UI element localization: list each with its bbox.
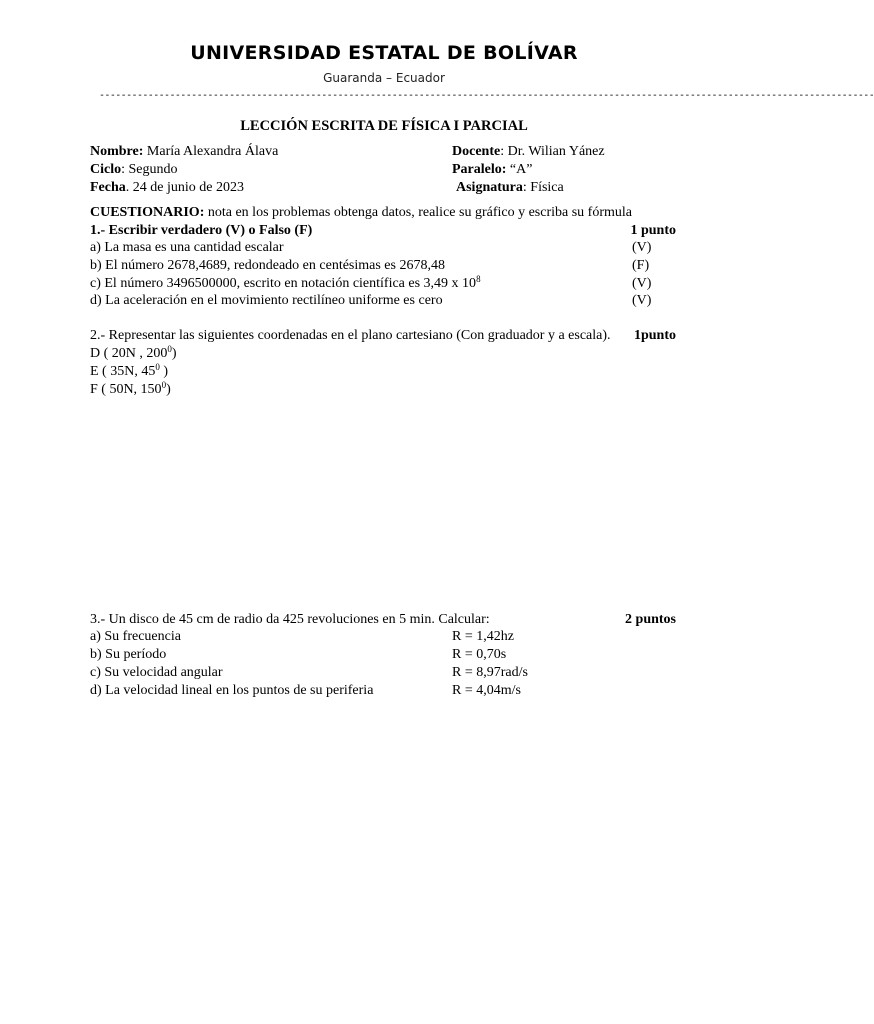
q1-item-d: d) La aceleración en el movimiento rectilíneo uniforme es cero xyxy=(90,293,443,308)
q2-coord-f xyxy=(90,381,171,399)
docente-label: Docente xyxy=(452,144,501,159)
cuestionario-text: nota en los problemas obtenga datos, realice su gráfico y escriba su fórmula xyxy=(204,205,632,220)
q2-coord-e xyxy=(90,363,168,381)
city-subtitle: Guaranda – Ecuador xyxy=(323,71,445,85)
q3-result-a: R = 1,42hz xyxy=(452,629,514,644)
q3-points: 2 puntos xyxy=(625,612,676,627)
university-name: UNIVERSIDAD ESTATAL DE BOLÍVAR xyxy=(190,42,578,64)
docente-line xyxy=(452,143,605,161)
fecha-value: . 24 de junio de 2023 xyxy=(125,180,244,195)
fecha-label: Fecha xyxy=(90,180,126,195)
q1-title: 1.- Escribir verdadero (V) o Falso (F) xyxy=(90,223,313,238)
q2-coord-d-degree: 0 xyxy=(167,344,172,354)
q2-coord-f-degree: 0 xyxy=(161,380,167,390)
ciclo-label: Ciclo xyxy=(90,162,122,177)
q1-item-c-text: c) El número 3496500000, escrito en notación científica es 3,49 x 10 xyxy=(90,276,477,291)
q3-item-a: a) Su frecuencia xyxy=(90,629,181,644)
q1-item-c-exponent: 8 xyxy=(476,274,481,284)
q2-coord-d xyxy=(90,345,177,363)
ciclo-value: : Segundo xyxy=(121,162,178,177)
q1-item-b: b) El número 2678,4689, redondeado en centésimas es 2678,48 xyxy=(90,258,445,273)
q2-coord-e-text: E ( 35N, 45 xyxy=(90,364,156,379)
nombre-line xyxy=(90,143,278,161)
fecha-line xyxy=(90,179,244,197)
q3-item-d: d) La velocidad lineal en los puntos de su periferia xyxy=(90,683,374,698)
q1-points: 1 punto xyxy=(630,223,676,238)
cuestionario-line xyxy=(90,204,632,222)
q1-answer-b: (F) xyxy=(632,258,650,273)
q1-item-a: a) La masa es una cantidad escalar xyxy=(90,240,284,255)
dashed-separator: ----------------------------------------------------------------------------------------------------------------------------------------------- xyxy=(99,90,874,101)
docente-value: : Dr. Wilian Yánez xyxy=(500,144,605,159)
q2-coord-d-close: ) xyxy=(171,346,177,361)
q2-coord-e-degree: 0 xyxy=(155,362,160,372)
asignatura-line xyxy=(456,179,564,197)
asignatura-value: : Física xyxy=(522,180,564,195)
q3-result-c: R = 8,97rad/s xyxy=(452,665,528,680)
q3-title: 3.- Un disco de 45 cm de radio da 425 revoluciones en 5 min. Calcular: xyxy=(90,612,490,627)
q1-answer-c: (V) xyxy=(632,276,652,291)
q1-item-c xyxy=(90,275,481,293)
nombre-value: María Alexandra Álava xyxy=(143,144,279,159)
q3-result-d: R = 4,04m/s xyxy=(452,683,521,698)
paralelo-label: Paralelo: xyxy=(452,162,507,177)
q2-coord-f-close: ) xyxy=(166,382,171,397)
paralelo-value: “A” xyxy=(506,162,533,177)
q2-coord-d-text: D ( 20N , 200 xyxy=(90,346,168,361)
q2-title: 2.- Representar las siguientes coordenadas en el plano cartesiano (Con graduador y a escala). xyxy=(90,328,611,343)
q1-answer-d: (V) xyxy=(632,293,652,308)
paralelo-line xyxy=(452,161,532,179)
q2-coord-f-text: F ( 50N, 150 xyxy=(90,382,162,397)
q3-item-c: c) Su velocidad angular xyxy=(90,665,223,680)
q2-coord-e-close: ) xyxy=(159,364,168,379)
q2-points: 1punto xyxy=(633,328,676,343)
cuestionario-label: CUESTIONARIO: xyxy=(90,205,205,220)
nombre-label: Nombre: xyxy=(90,144,144,159)
q3-item-b: b) Su período xyxy=(90,647,167,662)
exam-title: LECCIÓN ESCRITA DE FÍSICA I PARCIAL xyxy=(240,118,528,134)
ciclo-line xyxy=(90,161,178,179)
asignatura-label: Asignatura xyxy=(456,180,523,195)
q3-result-b: R = 0,70s xyxy=(452,647,507,662)
q1-answer-a: (V) xyxy=(632,240,652,255)
